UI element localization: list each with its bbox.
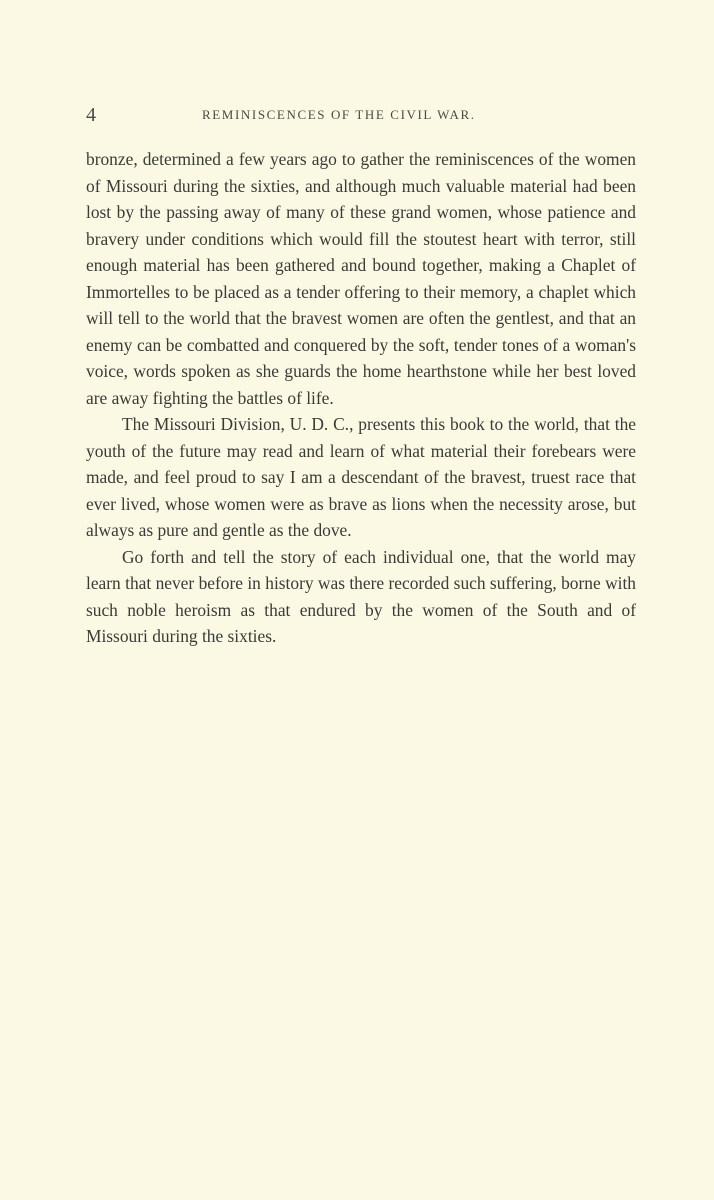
- paragraph-missouri-division: The Missouri Division, U. D. C., presents this book to the world, that the youth of the future may read and learn of what material their forebears were made, and feel proud to say I am a descendant of the bravest, truest race that ever lived, whose women were as brave as lions when the necessity arose, but always as pure and gentle as the dove.: [86, 414, 636, 540]
- paragraph-continued: bronze, determined a few years ago to gather the reminiscences of the women of Missouri during the sixties, and although much valuable material had been lost by the passing away of many of these grand women, whose patience and bravery under conditions which would fill the stoutest heart with terror, still enough material has been gathered and bound together, making a Chaplet of Immortelles to be placed as a tender offering to their memory, a chaplet which will tell to the world that the bravest women are often the gentlest, and that an enemy can be combatted and conquered by the soft, tender tones of a woman's voice, words spoken as she guards the home hearthstone while her best loved are away fighting the battles of life.: [86, 149, 636, 408]
- paragraph-go-forth: Go forth and tell the story of each individual one, that the world may learn that never before in history was there recorded such suffering, borne with such noble heroism as that endured by the women of the South and of Missouri during the sixties.: [86, 546, 636, 646]
- page-number: 4: [86, 104, 96, 126]
- running-head-title: REMINISCENCES OF THE CIVIL WAR.: [202, 107, 476, 122]
- body-text: [86, 146, 636, 650]
- running-head: [86, 103, 634, 127]
